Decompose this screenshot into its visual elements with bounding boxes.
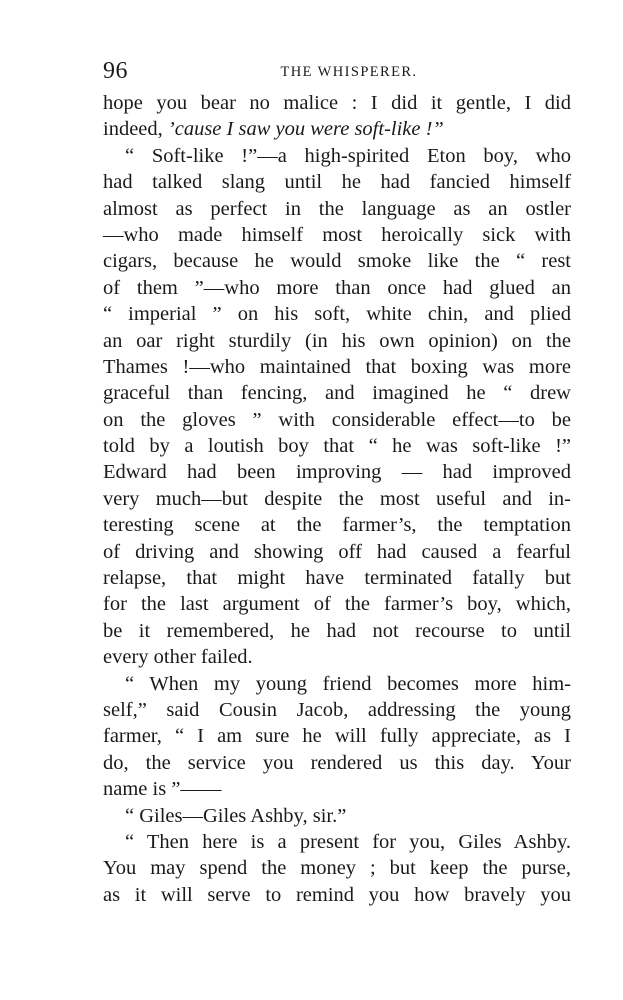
text-line: of them ”—who more than once had glued an [103,276,571,299]
text-line: “ When my young friend becomes more him- [125,672,571,695]
text-line: Edward had been improving — had improved [103,461,571,484]
text-line: teresting scene at the farmer’s, the temptation [103,514,571,537]
text-line: told by a loutish boy that “ he was soft-like !” [103,435,571,458]
text-line: name is ”—— [103,778,222,801]
text-line: cigars, because he would smoke like the “ rest [103,250,571,273]
text-line: relapse, that might have terminated fatally but [103,567,571,590]
text-line: “ Giles—Giles Ashby, sir.” [125,804,347,827]
running-head [103,56,571,86]
text-line: “ imperial ” on his soft, white chin, and plied [103,303,571,326]
text-line: do, the service you rendered us this day. Your [103,751,571,774]
text-line: self,” said Cousin Jacob, addressing the young [103,698,571,721]
text-line [103,116,571,142]
text-line: an oar right sturdily (in his own opinion) on the [103,329,571,352]
text-line: almost as perfect in the language as an ostler [103,197,571,220]
text-line: “ Soft-like !”—a high-spirited Eton boy, who [125,144,571,167]
text-line: You may spend the money ; but keep the purse, [103,857,571,880]
text-line: Thames !—who maintained that boxing was more [103,355,571,378]
text-line: hope you bear no malice : I did it gentle, I did [103,92,571,114]
text-line: be it remembered, he had not recourse to until [103,619,571,642]
text-line: every other failed. [103,646,253,669]
text-line: on the gloves ” with considerable effect—to be [103,408,571,431]
text-line-start: indeed, [103,118,168,141]
text-line: for the last argument of the farmer’s boy, which, [103,593,571,616]
body-text [103,90,571,908]
text-line: had talked slang until he had fancied himself [103,171,571,194]
page-number: 96 [103,58,128,84]
text-line: —who made himself most heroically sick with [103,223,571,246]
running-title: THE WHISPERER. [280,64,418,80]
text-line: very much—but despite the most useful and in- [103,487,571,510]
text-line: farmer, “ I am sure he will fully appreciate, as I [103,725,571,748]
text-line: as it will serve to remind you how bravely you [103,883,571,906]
italic-quote: ’cause I saw you were soft-like !” [167,118,444,141]
text-line: of driving and showing off had caused a fearful [103,540,571,563]
text-line: graceful than fencing, and imagined he “ drew [103,382,571,405]
text-line: “ Then here is a present for you, Giles Ashby. [125,830,571,853]
